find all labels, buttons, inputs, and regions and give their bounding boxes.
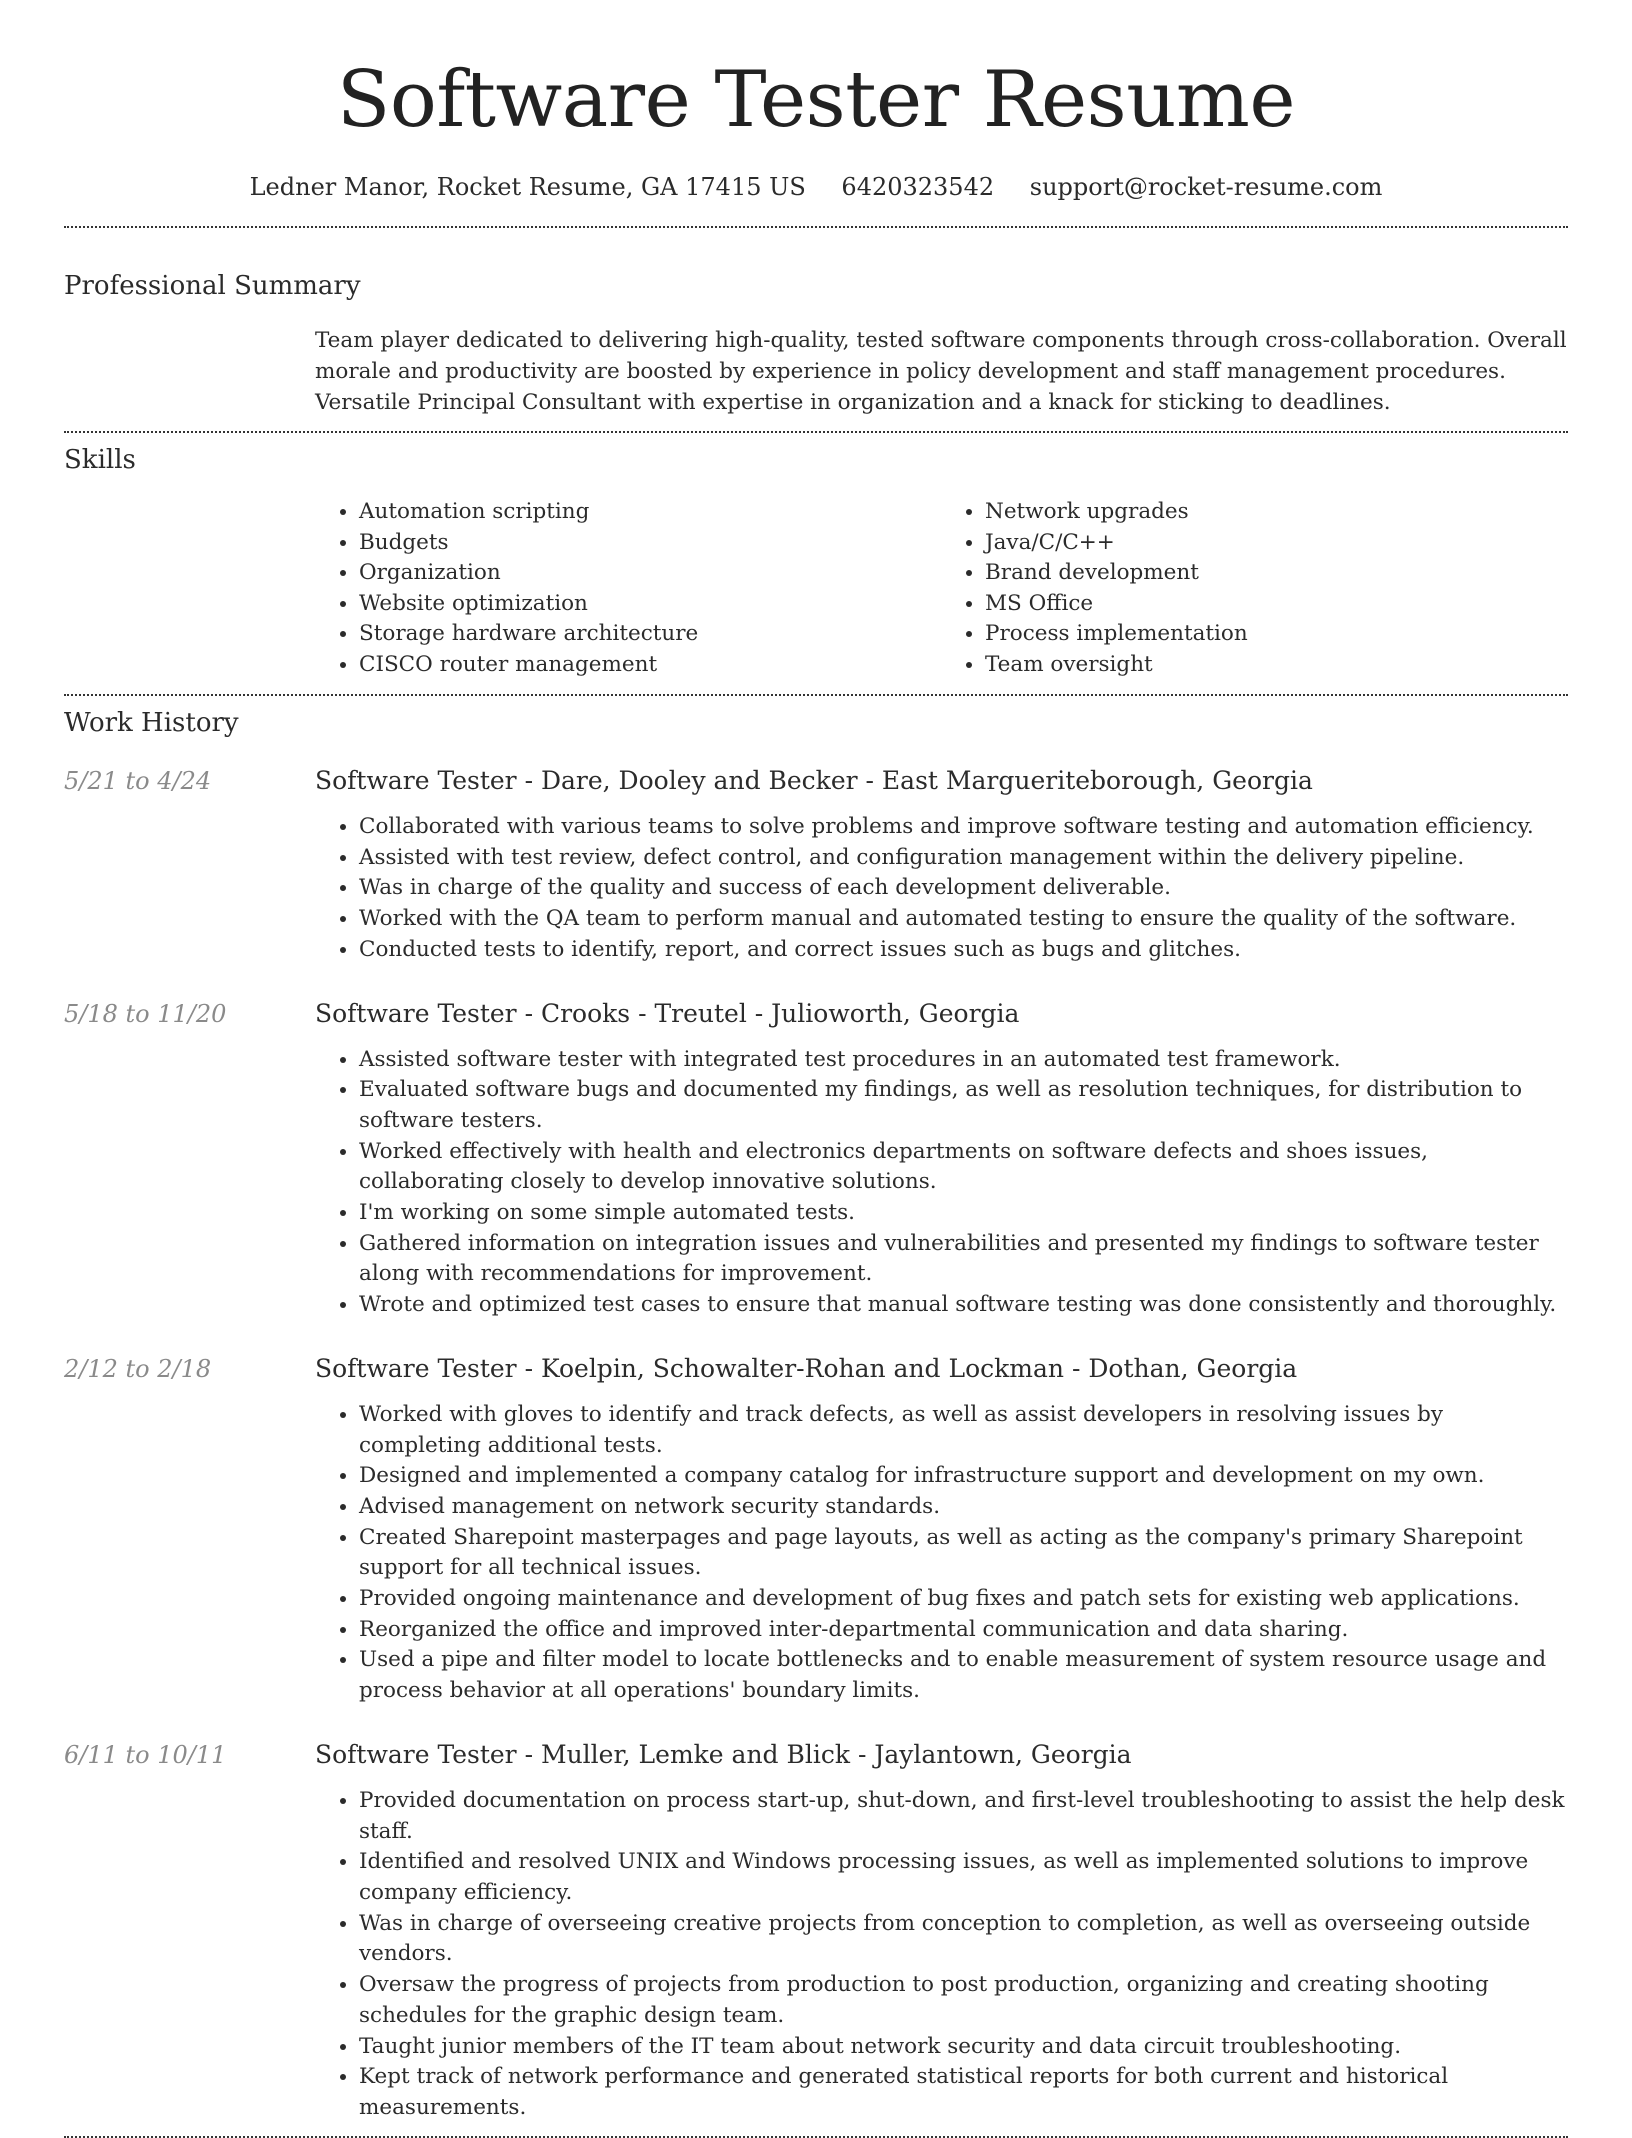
list-item: • Designed and implemented a company catalog for infrastructure support and development on my own.: [359, 1461, 1568, 1492]
divider: [64, 2136, 1568, 2138]
job-entry: [64, 1352, 1568, 1707]
list-item: • Provided documentation on process start-up, shut-down, and first-level troubleshooting to assist the help desk staff.: [359, 1786, 1568, 1847]
job-entry: [64, 764, 1568, 966]
skill-item: • Team oversight: [985, 650, 1555, 681]
list-item: • I'm working on some simple automated tests.: [359, 1198, 1568, 1229]
job-date: 2/12 to 2/18: [64, 1354, 212, 1383]
job-bullets: [315, 1786, 1568, 2124]
skills-section: [64, 443, 1568, 680]
list-item: • Reorganized the office and improved inter-departmental communication and data sharing.: [359, 1615, 1568, 1646]
job-header: [64, 997, 1568, 1031]
contact-line: [64, 170, 1568, 204]
list-item: • Assisted with test review, defect control, and configuration management within the delivery pipeline.: [359, 843, 1568, 874]
skills-column-right: [941, 497, 1555, 680]
job-title: Software Tester - Dare, Dooley and Becker - East Margueriteborough, Georgia: [315, 766, 1313, 795]
job-title: Software Tester - Koelpin, Schowalter-Rohan and Lockman - Dothan, Georgia: [315, 1353, 1298, 1383]
job-date: 6/11 to 10/11: [64, 1740, 227, 1769]
list-item: • Assisted software tester with integrated test procedures in an automated test framework.: [359, 1045, 1568, 1076]
list-item: • Oversaw the progress of projects from production to post production, organizing and creating shooting schedules for the graphic design team.: [359, 1970, 1568, 2031]
skill-item: • Automation scripting: [359, 497, 929, 528]
list-item: • Wrote and optimized test cases to ensure that manual software testing was done consistently and thoroughly.: [359, 1290, 1568, 1321]
skill-item: • MS Office: [985, 589, 1555, 620]
work-history-section: [64, 706, 1568, 2124]
skill-item: • Network upgrades: [985, 497, 1555, 528]
job-date: 5/21 to 4/24: [64, 767, 212, 795]
divider: [64, 694, 1568, 696]
job-bullets: [315, 1400, 1568, 1707]
address: Ledner Manor, Rocket Resume, GA 17415 US: [249, 173, 806, 201]
job-title: Software Tester - Muller, Lemke and Blick - Jaylantown, Georgia: [315, 1739, 1132, 1769]
list-item: • Worked effectively with health and electronics departments on software defects and shoes issues, collaborating closely to develop innovative solutions.: [359, 1137, 1568, 1198]
page-title: Software Tester Resume: [336, 55, 1296, 145]
job-header: [64, 1738, 1568, 1772]
list-item: • Taught junior members of the IT team about network security and data circuit troubleshooting.: [359, 2032, 1568, 2063]
summary-heading: Professional Summary: [64, 271, 361, 301]
list-item: • Evaluated software bugs and documented my findings, as well as resolution techniques, for distribution to software testers.: [359, 1075, 1568, 1136]
list-item: • Worked with gloves to identify and track defects, as well as assist developers in resolving issues by completing additional tests.: [359, 1400, 1568, 1461]
skill-item: • CISCO router management: [359, 650, 929, 681]
skill-item: • Website optimization: [359, 589, 929, 620]
skills-heading: Skills: [64, 445, 136, 475]
email: support@rocket-resume.com: [1029, 173, 1383, 201]
job-header: [64, 1352, 1568, 1386]
skill-item: • Brand development: [985, 558, 1555, 589]
list-item: • Identified and resolved UNIX and Windows processing issues, as well as implemented solutions to improve company efficiency.: [359, 1847, 1568, 1908]
list-item: • Gathered information on integration issues and vulnerabilities and presented my findings to software tester along with recommendations for improvement.: [359, 1229, 1568, 1290]
list-item: • Worked with the QA team to perform manual and automated testing to ensure the quality of the software.: [359, 904, 1568, 935]
job-entry: [64, 997, 1568, 1321]
skills-list: [315, 497, 1568, 680]
list-item: • Was in charge of the quality and success of each development deliverable.: [359, 873, 1568, 904]
job-entry: [64, 1738, 1568, 2124]
list-item: • Was in charge of overseeing creative projects from conception to completion, as well as overseeing outside vendors.: [359, 1909, 1568, 1970]
skill-item: • Process implementation: [985, 619, 1555, 650]
skill-item: • Java/C/C++: [985, 528, 1555, 559]
job-header: [64, 764, 1568, 798]
skill-item: • Storage hardware architecture: [359, 619, 929, 650]
list-item: • Conducted tests to identify, report, and correct issues such as bugs and glitches.: [359, 935, 1568, 966]
list-item: • Provided ongoing maintenance and development of bug fixes and patch sets for existing web applications.: [359, 1584, 1568, 1615]
list-item: • Advised management on network security standards.: [359, 1492, 1568, 1523]
skill-item: • Budgets: [359, 528, 929, 559]
work-history-heading: Work History: [64, 708, 239, 738]
summary-section: [64, 269, 1568, 418]
job-title: Software Tester - Crooks - Treutel - Julioworth, Georgia: [315, 998, 1020, 1028]
resume-page: [64, 0, 1568, 2138]
divider: [64, 226, 1568, 228]
job-bullets: [315, 1045, 1568, 1321]
divider: [64, 431, 1568, 433]
list-item: • Collaborated with various teams to solve problems and improve software testing and automation efficiency.: [359, 812, 1568, 843]
summary-text: Team player dedicated to delivering high-quality, tested software components through cross-collaboration. Overall morale and productivity are boosted by experience in policy development and staff management procedures. Versatile Principal Consultant with expertise in organization and a knack for sticking to deadlines.: [315, 328, 1567, 415]
phone: 6420323542: [841, 173, 995, 201]
list-item: • Created Sharepoint masterpages and page layouts, as well as acting as the company's primary Sharepoint support for all technical issues.: [359, 1523, 1568, 1584]
skill-item: • Organization: [359, 558, 929, 589]
list-item: • Kept track of network performance and generated statistical reports for both current and historical measurements.: [359, 2062, 1568, 2123]
job-date: 5/18 to 11/20: [64, 999, 227, 1028]
list-item: • Used a pipe and filter model to locate bottlenecks and to enable measurement of system resource usage and process behavior at all operations' boundary limits.: [359, 1645, 1568, 1706]
skills-column-left: [315, 497, 929, 680]
job-bullets: [315, 812, 1568, 966]
